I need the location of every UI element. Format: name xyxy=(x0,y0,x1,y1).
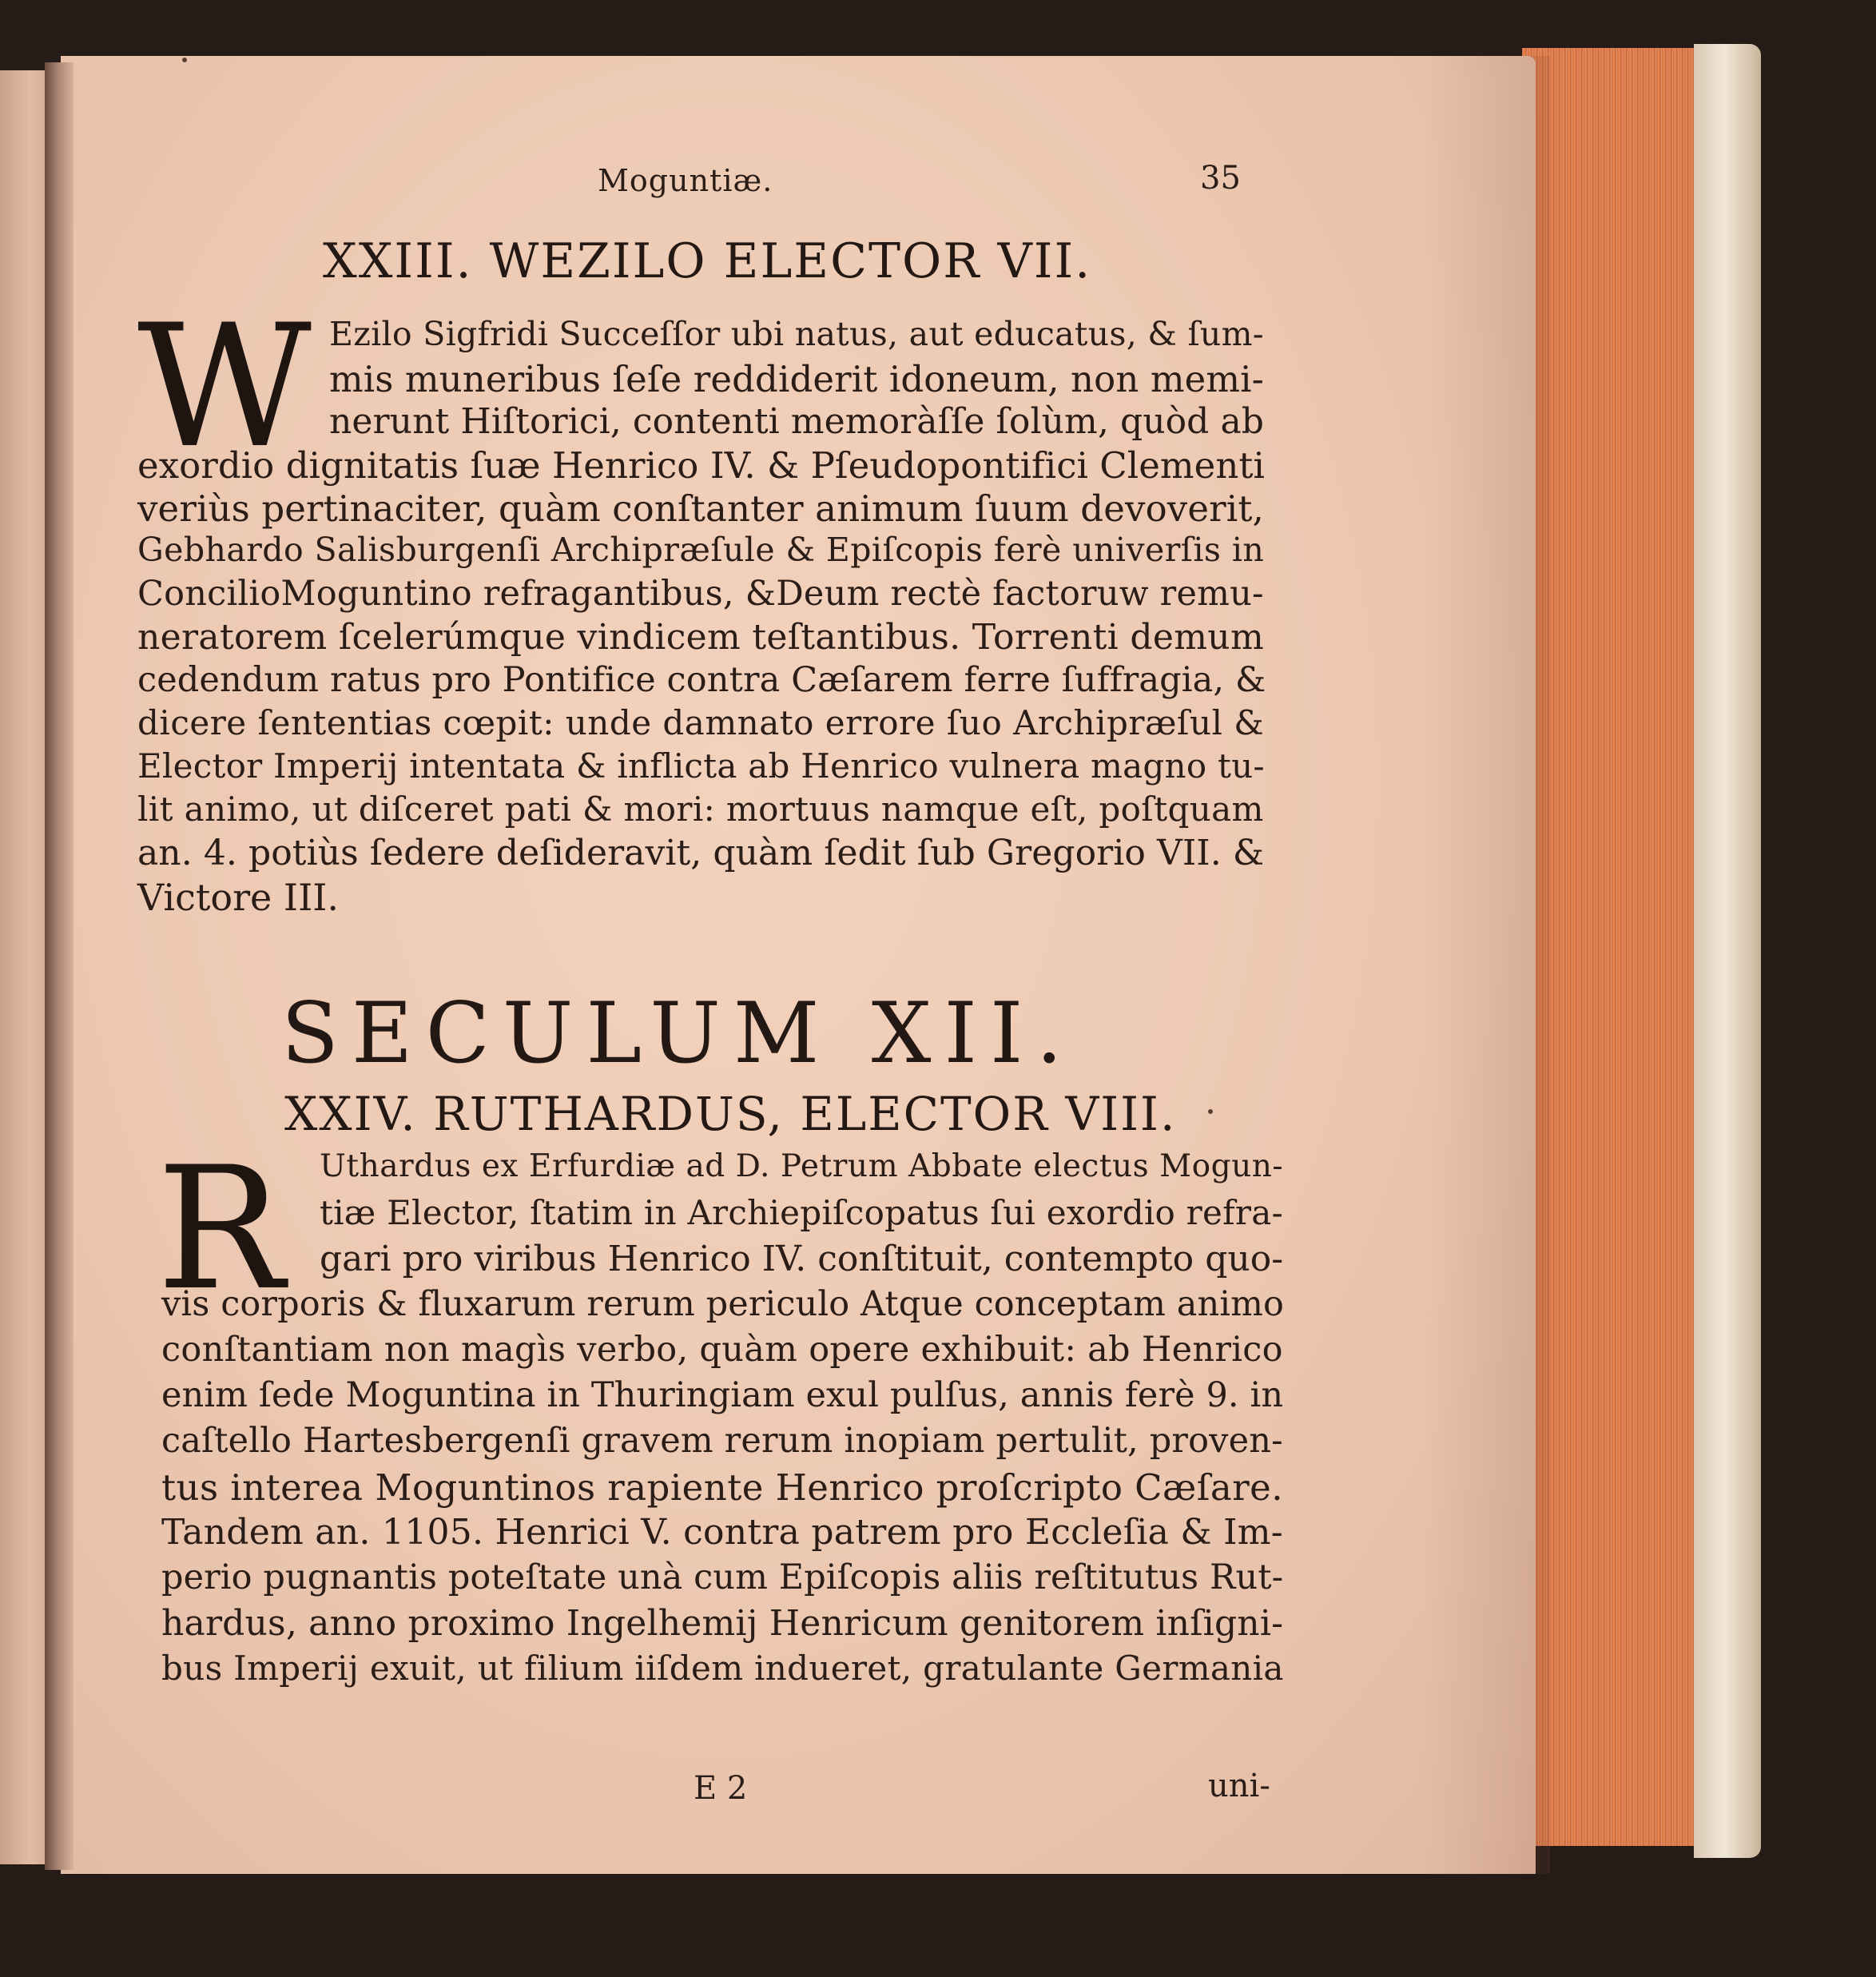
gutter-shadow xyxy=(45,62,74,1870)
text-line: bus Imperij exuit, ut filium iiſdem indueret, gratulante Germania xyxy=(161,1649,1284,1688)
text-line: tus interea Moguntinos rapiente Henrico proſcripto Cæſare. xyxy=(161,1466,1284,1509)
text-line: Gebhardo Salisburgenſi Archipræſule & Epiſcopis ferè univerſis in xyxy=(137,531,1265,569)
text-line: neratorem ſcelerúmque vindicem teſtantibus. Torrenti demum xyxy=(137,617,1264,658)
text-line: dicere ſententias cœpit: unde damnato errore ſuo Archipræſul & xyxy=(137,703,1265,742)
text-line: Uthardus ex Erfurdiæ ad D. Petrum Abbate electus Mogun- xyxy=(320,1148,1284,1184)
text-line: lit animo, ut diſceret pati & mori: mortuus namque eſt, poſtquam xyxy=(137,790,1264,829)
book-cover xyxy=(1694,44,1761,1858)
page-number: 35 xyxy=(1200,160,1241,197)
text-line: Victore III. xyxy=(137,876,340,919)
page-curve-shadow xyxy=(1422,56,1550,1874)
text-line: cedendum ratus pro Pontifice contra Cæſarem ferre ſuffragia, & xyxy=(137,660,1266,700)
left-facing-page xyxy=(0,70,50,1864)
section-heading-ruthardus: XXIV. RUTHARDUS, ELECTOR VIII. xyxy=(284,1087,1177,1141)
text-line: nerunt Hiſtorici, contenti memoràſſe ſolùm, quòd ab xyxy=(329,401,1265,442)
text-line: caſtello Hartesbergenſi gravem rerum inopiam pertulit, proven- xyxy=(161,1421,1283,1461)
text-line: an. 4. potiùs ſedere deſideravit, quàm ſedit ſub Gregorio VII. & xyxy=(137,833,1265,873)
text-line: perio pugnantis poteſtate unà cum Epiſcopis aliis reſtitutus Rut- xyxy=(161,1557,1284,1597)
running-head: Moguntiæ. xyxy=(598,163,773,198)
catchword: uni- xyxy=(1208,1768,1270,1804)
drop-capital-w: W xyxy=(137,288,312,485)
text-line: Elector Imperij intentata & inflicta ab Henrico vulnera magno tu- xyxy=(137,746,1265,786)
text-line: veriùs pertinaciter, quàm conſtanter animum ſuum devoverit, xyxy=(137,487,1264,530)
text-line: tiæ Elector, ſtatim in Archiepiſcopatus ſui exordio refra- xyxy=(320,1193,1283,1232)
text-line: Tandem an. 1105. Henrici V. contra patrem pro Eccleſia & Im- xyxy=(161,1512,1283,1553)
section-heading-wezilo: XXIII. WEZILO ELECTOR VII. xyxy=(323,233,1092,289)
paper-speck xyxy=(1208,1109,1213,1114)
text-line: ConcilioMoguntino refragantibus, &Deum rectè factoruw remu- xyxy=(137,574,1264,614)
text-line: mis muneribus ſeſe reddiderit idoneum, non memi- xyxy=(329,358,1264,400)
text-line: hardus, anno proximo Ingelhemij Henricum genitorem inſigni- xyxy=(161,1603,1284,1644)
text-line: gari pro viribus Henrico IV. conſtituit, contempto quo- xyxy=(320,1239,1284,1279)
text-line: vis corporis & fluxarum rerum periculo Atque conceptam animo xyxy=(161,1284,1285,1324)
drop-capital-r: R xyxy=(157,1130,284,1327)
century-heading: SECULUM XII. xyxy=(281,985,1075,1082)
text-line: exordio dignitatis ſuæ Henrico IV. & Pſeudopontifici Clementi xyxy=(137,444,1265,487)
signature-mark: E 2 xyxy=(694,1770,748,1807)
text-line: conſtantiam non magìs verbo, quàm opere exhibuit: ab Henrico xyxy=(161,1330,1283,1370)
text-line: enim ſede Moguntina in Thuringiam exul pulſus, annis ferè 9. in xyxy=(161,1375,1284,1415)
paper-speck xyxy=(182,58,187,62)
text-line: Ezilo Sigfridi Succeſſor ubi natus, aut educatus, & ſum- xyxy=(329,315,1264,353)
